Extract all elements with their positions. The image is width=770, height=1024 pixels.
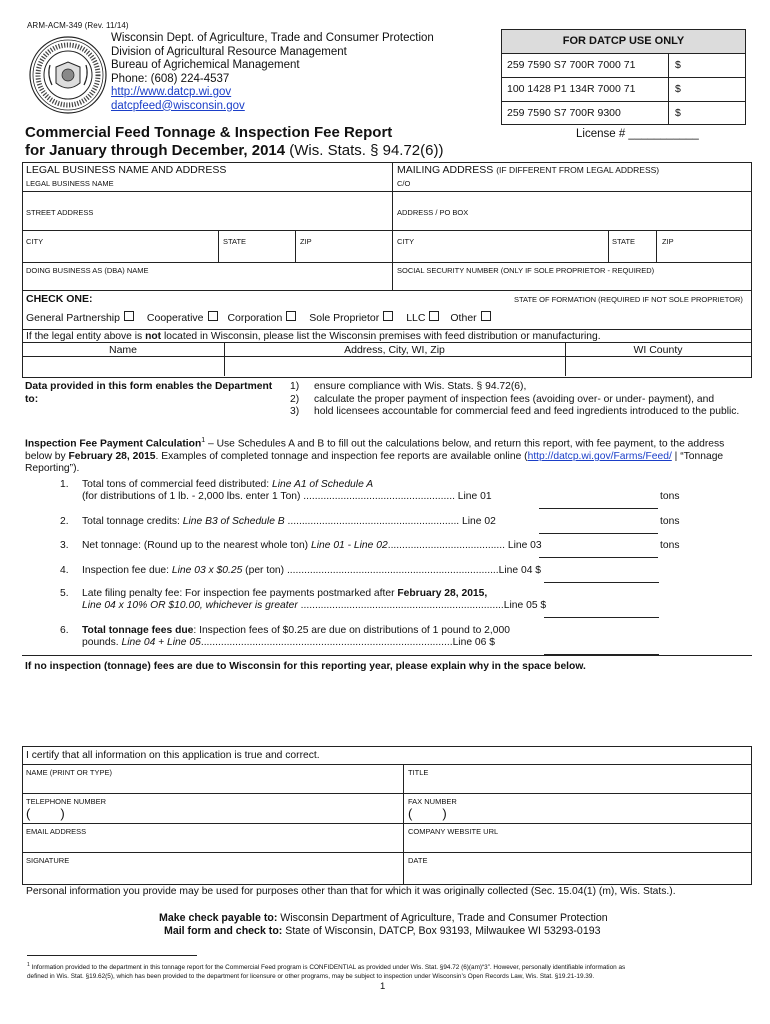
line-05-detail: Line 04 x 10% OR $10.00, whichever is greater .......................................................................Line 05 $ <box>82 600 547 611</box>
email-field[interactable]: EMAIL ADDRESS <box>26 827 87 836</box>
city-field[interactable]: CITY <box>26 237 44 246</box>
line-06-input[interactable] <box>544 637 659 655</box>
mailing-city-field[interactable]: CITY <box>397 237 415 246</box>
line-04-label: Inspection fee due: Line 03 x $0.25 (per ton) ..........................................................................Line 04 $ <box>82 565 542 576</box>
state-seal-logo <box>28 35 108 115</box>
line-03-unit: tons <box>660 540 680 551</box>
checkbox-icon[interactable] <box>481 311 491 321</box>
line-number: 6. <box>60 625 69 636</box>
fax-field[interactable]: FAX NUMBER <box>408 797 457 806</box>
purpose-list <box>290 381 739 419</box>
line-03-label: Net tonnage: (Round up to the nearest whole ton) Line 01 - Line 02......................................... Line 03 <box>82 540 542 551</box>
no-fees-explanation-area[interactable] <box>22 676 750 744</box>
datcp-use-only-table <box>501 29 746 125</box>
line-04-input[interactable] <box>544 565 659 583</box>
premises-county-input[interactable] <box>566 357 750 375</box>
telephone-field[interactable]: TELEPHONE NUMBER <box>26 797 107 806</box>
mailing-address-header: MAILING ADDRESS (IF DIFFERENT FROM LEGAL ADDRESS) <box>397 164 660 176</box>
line-02-label: Total tonnage credits: Line B3 of Schedule B ............................................................ Line 02 <box>82 516 496 527</box>
line-number: 2. <box>60 516 69 527</box>
footnote: $^1$ Information provided to the department in this tonnage report for the Commercial Feed program is CONFIDENTIAL as provided under Wis. Stat. §94.72 (6)(am)“3”. However, personally identifiable information as defined in Wis. Stat. §19.62(5), which has been provided to the department for licensure or other programs, may be subject to inspection under Wisconsin’s Open Records Law, Wis. Stat. §19.21-19.39. <box>27 962 626 981</box>
mailing-zip-field[interactable]: ZIP <box>662 237 674 246</box>
street-address-field[interactable]: STREET ADDRESS <box>26 208 94 217</box>
line-number: 4. <box>60 565 69 576</box>
entity-type-options <box>26 311 491 324</box>
examples-link[interactable]: http://datcp.wi.gov/Farms/Feed/ <box>527 450 672 462</box>
care-of-field[interactable]: C/O <box>397 179 411 188</box>
payment-instructions <box>159 912 608 938</box>
purpose-item: 2) calculate the proper payment of inspection fees (avoiding over- or under- payment), and <box>290 393 715 405</box>
agency-name: Wisconsin Dept. of Agriculture, Trade and Consumer Protection <box>111 32 434 44</box>
line-06-label: Total tonnage fees due: Inspection fees of $0.25 are due on distributions of 1 pound to 2,000 <box>82 625 510 636</box>
line-number: 5. <box>60 588 69 599</box>
line-03-input[interactable] <box>539 540 658 558</box>
line-01-detail: (for distributions of 1 lb. - 2,000 lbs. enter 1 Ton) ..................................................... Line 01 <box>82 491 492 502</box>
datcp-row: 100 1428 P1 134R 7000 71 $ <box>502 78 745 102</box>
check-one-label: CHECK ONE: <box>26 293 93 305</box>
phone-area-code[interactable]: ( ) <box>26 806 65 821</box>
signer-title-field[interactable]: TITLE <box>408 768 429 777</box>
page-number: 1 <box>380 981 386 992</box>
line-05-label: Late filing penalty fee: For inspection fee payments postmarked after February 28, 2015, <box>82 588 488 599</box>
datcp-row: 259 7590 S7 700R 7000 71 $ <box>502 54 745 78</box>
purpose-item: 1) ensure compliance with Wis. Stats. § 94.72(6), <box>290 381 527 392</box>
line-01-unit: tons <box>660 491 680 502</box>
checkbox-icon[interactable] <box>383 311 393 321</box>
checkbox-icon[interactable] <box>124 311 134 321</box>
premises-col-name: Name <box>108 344 137 356</box>
premises-note: If the legal entity above is not located in Wisconsin, please list the Wisconsin premises with feed distribution or manufacturing. <box>26 331 601 342</box>
company-website-field[interactable]: COMPANY WEBSITE URL <box>408 827 499 836</box>
certify-statement: I certify that all information on this application is true and correct. <box>26 750 320 761</box>
legal-business-name-field[interactable]: LEGAL BUSINESS NAME <box>26 179 114 188</box>
zip-field[interactable]: ZIP <box>300 237 312 246</box>
privacy-notice: Personal information you provide may be used for purposes other than that for which it was originally collected (Sec. 15.04(1) (m), Wis. Stats.). <box>26 886 676 897</box>
premises-col-county: WI County <box>633 344 683 356</box>
entity-option-llc[interactable]: LLC <box>406 312 439 324</box>
purpose-lead: Data provided in this form enables the Department to: <box>25 381 273 405</box>
datcp-row: 259 7590 S7 700R 9300 $ <box>507 107 681 119</box>
agency-email-link[interactable]: datcpfeed@wisconsin.gov <box>111 99 245 112</box>
entity-option-sole-proprietor[interactable]: Sole Proprietor <box>309 312 393 324</box>
entity-option-cooperative[interactable]: Cooperative <box>147 312 218 324</box>
agency-phone: Phone: (608) 224-4537 <box>111 72 230 85</box>
line-05-input[interactable] <box>544 600 659 618</box>
checkbox-icon[interactable] <box>208 311 218 321</box>
line-number: 1. <box>60 479 69 490</box>
check-payable-to: Make check payable to: Wisconsin Department of Agriculture, Trade and Consumer Protection <box>159 912 608 924</box>
mailing-address-field[interactable]: ADDRESS / PO BOX <box>397 208 469 217</box>
checkbox-icon[interactable] <box>429 311 439 321</box>
calc-intro: Inspection Fee Payment Calculation$^1$ – Use Schedules A and B to fill out the calculations below, and return this report, with fee payment, to the address below by February 28, 2015. Examples of completed tonnage and inspection fee reports are available online (http://datcp.wi.gov/Farms/Feed/ | “Tonnage Reporting”). <box>25 437 725 475</box>
mail-to-address: Mail form and check to: State of Wisconsin, DATCP, Box 93193, Milwaukee WI 53293-0193 <box>164 925 601 937</box>
fax-area-code[interactable]: ( ) <box>408 806 447 821</box>
legal-address-header: LEGAL BUSINESS NAME AND ADDRESS <box>26 164 227 176</box>
line-01-label: Total tons of commercial feed distributed: Line A1 of Schedule A <box>82 479 374 490</box>
license-number-field[interactable]: License # ___________ <box>576 128 699 140</box>
datcp-use-only-title: FOR DATCP USE ONLY <box>502 30 745 54</box>
state-of-formation-field[interactable]: STATE OF FORMATION (REQUIRED IF NOT SOLE PROPRIETOR) <box>514 295 743 304</box>
line-02-unit: tons <box>660 516 680 527</box>
premises-address-input[interactable] <box>225 357 564 375</box>
report-title: Commercial Feed Tonnage & Inspection Fee Report for January through December, 2014 (Wis. Stats. § 94.72(6)) <box>25 124 444 159</box>
checkbox-icon[interactable] <box>286 311 296 321</box>
no-fees-note: If no inspection (tonnage) fees are due to Wisconsin for this reporting year, please explain why in the space below. <box>25 661 586 672</box>
premises-name-input[interactable] <box>23 357 223 375</box>
line-01-input[interactable] <box>539 491 658 509</box>
entity-option-general-partnership[interactable]: General Partnership <box>26 312 134 324</box>
agency-bureau: Bureau of Agrichemical Management <box>111 59 300 71</box>
state-field[interactable]: STATE <box>223 237 247 246</box>
agency-division: Division of Agricultural Resource Management <box>111 45 347 58</box>
date-field[interactable]: DATE <box>408 856 428 865</box>
purpose-item: 3) hold licensees accountable for commercial feed and feed ingredients introduced to the public. <box>290 406 740 417</box>
entity-option-corporation[interactable]: Corporation <box>227 312 296 324</box>
signer-name-field[interactable]: NAME (PRINT OR TYPE) <box>26 768 112 777</box>
ssn-field[interactable]: SOCIAL SECURITY NUMBER (ONLY IF SOLE PROPRIETOR - REQUIRED) <box>397 266 655 275</box>
dba-name-field[interactable]: DOING BUSINESS AS (DBA) NAME <box>26 266 149 275</box>
agency-website-link[interactable]: http://www.datcp.wi.gov <box>111 86 232 98</box>
entity-option-other[interactable]: Other <box>450 312 490 324</box>
certification-form <box>22 746 752 885</box>
line-02-input[interactable] <box>539 516 658 534</box>
premises-col-address: Address, City, WI, Zip <box>344 344 445 356</box>
line-number: 3. <box>60 540 69 551</box>
calc-heading: Inspection Fee Payment Calculation <box>25 438 202 450</box>
mailing-state-field[interactable]: STATE <box>612 237 636 246</box>
signature-field[interactable]: SIGNATURE <box>26 856 70 865</box>
form-id: ARM-ACM-349 (Rev. 11/14) <box>27 21 129 30</box>
line-06-detail: pounds. Line 04 + Line 05........................................................................................Line 06 $ <box>82 637 495 648</box>
